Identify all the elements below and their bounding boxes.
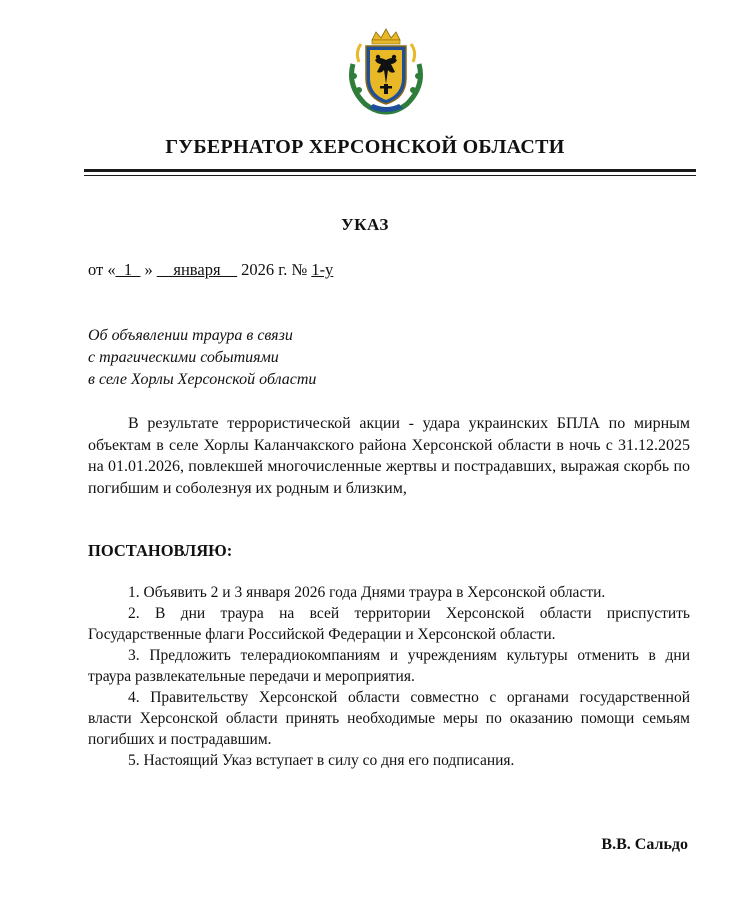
date-day: _1_ bbox=[115, 260, 141, 279]
document-subject bbox=[88, 325, 316, 391]
subject-line: Об объявлении траура в связи bbox=[88, 327, 293, 344]
date-month: __января__ bbox=[156, 260, 238, 279]
date-prefix: от « bbox=[88, 260, 116, 279]
date-mid: » bbox=[144, 260, 153, 279]
header-divider-thick bbox=[84, 169, 696, 172]
kherson-region-coat-of-arms-icon bbox=[341, 26, 431, 116]
decree-item: 1. Объявить 2 и 3 января 2026 года Днями траура в Херсонской области. bbox=[128, 584, 606, 601]
document-number: 1-у bbox=[311, 260, 334, 279]
subject-line: в селе Хорлы Херсонской области bbox=[88, 371, 317, 388]
document-type: УКАЗ bbox=[341, 215, 389, 234]
decree-item: 2. В дни траура на всей территории Херсонской области приспустить Государственные флаги Российской Федерации и Херсонской области. bbox=[88, 605, 690, 643]
decree-item: 5. Настоящий Указ вступает в силу со дня его подписания. bbox=[128, 752, 515, 769]
decree-item: 4. Правительству Херсонской области совместно с органами государственной власти Херсонской области принять необходимые меры по оказанию помощи семьям погибших и пострадавшим. bbox=[88, 689, 690, 748]
header-divider-thin bbox=[84, 175, 696, 176]
decree-items-list bbox=[88, 582, 690, 771]
decree-heading: ПОСТАНОВЛЯЮ: bbox=[88, 541, 233, 560]
date-year: 2026 г. № bbox=[241, 260, 308, 279]
date-number-line bbox=[88, 260, 333, 280]
signatory-name: В.В. Сальдо bbox=[601, 836, 688, 853]
preamble-paragraph bbox=[88, 413, 690, 499]
issuing-authority: ГУБЕРНАТОР ХЕРСОНСКОЙ ОБЛАСТИ bbox=[165, 136, 565, 158]
decree-item: 3. Предложить телерадиокомпаниям и учреждениям культуры отменить в дни траура развлекательные передачи и мероприятия. bbox=[88, 647, 690, 685]
preamble-text: В результате террористической акции - удара украинских БПЛА по мирным объектам в селе Хорлы Каланчакского района Херсонской области в ночь с 31.12.2025 на 01.01.2026, повлекшей многочисленные жертвы и пострадавших, выражая скорбь по погибшим и соболезнуя их родным и близким, bbox=[88, 415, 690, 497]
subject-line: с трагическими событиями bbox=[88, 349, 279, 366]
